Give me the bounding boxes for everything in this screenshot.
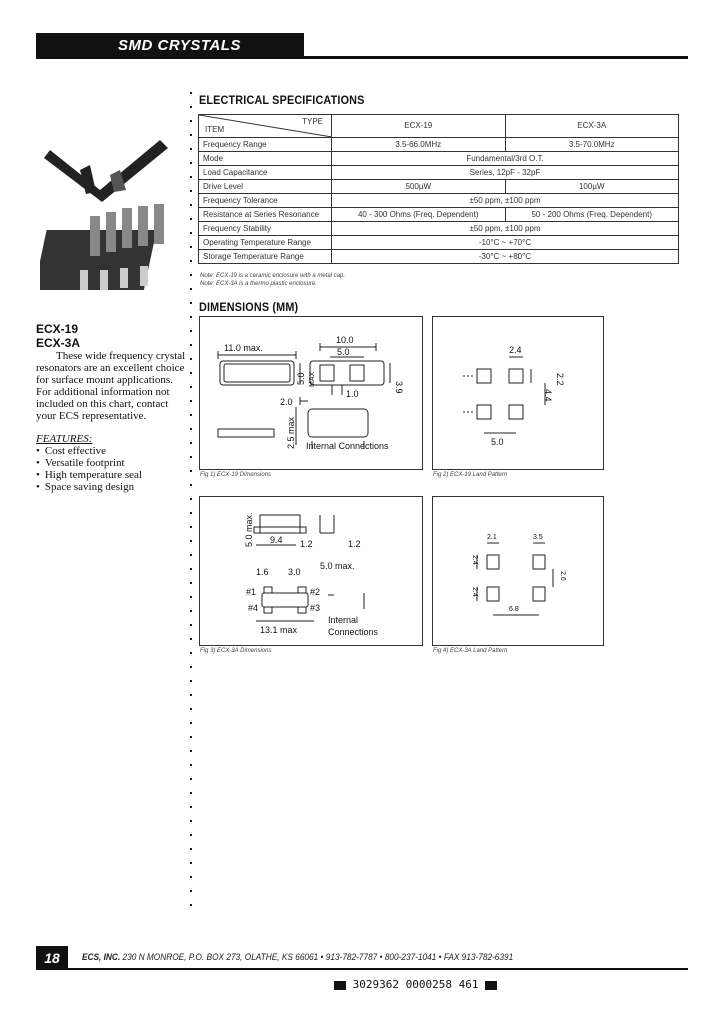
land-spacing: 2.6	[559, 571, 566, 581]
dim-offset: 2.0	[280, 397, 293, 407]
land-spacing: 4.4	[543, 389, 553, 402]
note-2: Note: ECX-3A is a thermo plastic enclosure.	[200, 281, 317, 287]
header-type: TYPE	[302, 117, 323, 126]
land-pitch: 5.0	[491, 437, 504, 447]
table-row	[199, 180, 679, 194]
page-number: 18	[36, 946, 68, 970]
table-row	[199, 236, 679, 250]
feature-item: • Versatile footprint	[36, 457, 186, 469]
fig4-ecx3a-land-pattern	[432, 496, 604, 646]
footer-rule	[68, 968, 688, 970]
product-name-ecx19: ECX-19	[36, 322, 79, 336]
dim-max-height: 2.5 max	[286, 416, 296, 449]
product-name-ecx3a: ECX-3A	[36, 336, 81, 350]
param-cell: Frequency Range	[199, 138, 332, 152]
electrical-specs-title: ELECTRICAL SPECIFICATIONS	[199, 93, 365, 107]
dim-max-width: 5.0 max.	[320, 561, 355, 571]
value-cell: 50 - 200 Ohms (Freq. Dependent)	[505, 208, 679, 222]
value-cell: 40 - 300 Ohms (Freq. Dependent)	[332, 208, 506, 222]
pin-4-label: #4	[248, 603, 259, 613]
footer-address	[82, 952, 513, 962]
land-height-a: 2.4	[471, 555, 478, 565]
pin-1-label: #1	[246, 587, 257, 597]
table-row	[199, 208, 679, 222]
param-cell: Drive Level	[199, 180, 332, 194]
table-row	[199, 152, 679, 166]
land-height-b: 2.4	[471, 587, 478, 597]
table-row	[199, 222, 679, 236]
product-description: These wide frequency crystal resonators are an excellent choice for surface mount applications. For additional information not included on this chart, contact your ECS representative.	[36, 350, 186, 422]
dim-pin-b: 3.0	[288, 567, 301, 577]
column-header-ecx3a: ECX-3A	[505, 115, 679, 138]
dotted-margin-line	[190, 92, 192, 912]
dim-body-width: 10.0	[336, 335, 354, 345]
table-notes	[200, 272, 345, 288]
dim-max-height: 5.0 max.	[244, 512, 254, 547]
dim-overall-length: 13.1 max	[260, 625, 298, 635]
dimensions-title: DIMENSIONS (MM)	[199, 300, 299, 314]
dim-gap: 1.0	[346, 389, 359, 399]
table-row	[199, 194, 679, 208]
company-address: 230 N MONROE, P.O. BOX 273, OLATHE, KS 66061 • 913-782-7787 • 800-237-1041 • FAX 913-782-6391	[122, 952, 514, 962]
header-rule	[304, 56, 688, 59]
land-pitch: 6.8	[509, 606, 519, 613]
value-cell: ±50 ppm, ±100 ppm	[332, 222, 679, 236]
feature-item: • High temperature seal	[36, 469, 186, 481]
table-corner-header	[199, 115, 332, 138]
pin-3-label: #3	[310, 603, 321, 613]
value-cell: ±50 ppm, ±100 ppm	[332, 194, 679, 208]
dim-height: 5.0	[296, 372, 306, 385]
header-item: ITEM	[205, 125, 225, 134]
column-header-ecx19: ECX-19	[332, 115, 506, 138]
left-column	[36, 322, 186, 493]
param-cell: Frequency Tolerance	[199, 194, 332, 208]
land-width-b: 3.5	[533, 534, 543, 541]
pin-2-label: #2	[310, 587, 321, 597]
dim-length: 11.0 max.	[224, 343, 263, 353]
fig1-ecx19-dimensions	[199, 316, 423, 470]
fig2-caption: Fig 2) ECX-19 Land Pattern	[433, 472, 508, 478]
internal-label: Internal	[328, 615, 359, 625]
param-cell: Mode	[199, 152, 332, 166]
param-cell: Load Capacitance	[199, 166, 332, 180]
param-cell: Resistance at Series Resonance	[199, 208, 332, 222]
fig4-caption: Fig 4) ECX-3A Land Pattern	[433, 648, 508, 654]
note-1: Note: ECX-19 is a ceramic enclosure with a metal cap.	[200, 273, 346, 279]
land-width: 2.4	[509, 345, 522, 355]
barcode-number: 3029362 0000258 461	[352, 978, 479, 991]
page-title: SMD CRYSTALS	[118, 37, 241, 54]
value-cell: -10°C ~ +70°C	[332, 236, 679, 250]
fig1-caption: Fig 1) ECX-19 Dimensions	[200, 472, 272, 478]
fig3-ecx3a-dimensions	[199, 496, 423, 646]
table-row	[199, 138, 679, 152]
company-name: ECS, INC.	[82, 952, 121, 962]
value-cell: 500µW	[332, 180, 506, 194]
param-cell: Frequency Stability	[199, 222, 332, 236]
features-title: FEATURES:	[36, 433, 93, 445]
dim-max-label: MAX	[309, 371, 316, 387]
barcode-block-left	[334, 981, 346, 990]
param-cell: Operating Temperature Range	[199, 236, 332, 250]
barcode-line	[334, 978, 497, 991]
value-cell: 100µW	[505, 180, 679, 194]
fig2-ecx19-land-pattern	[432, 316, 604, 470]
product-photo	[40, 120, 190, 310]
table-row	[199, 250, 679, 264]
dim-lead-b: 1.2	[348, 539, 361, 549]
feature-item: • Space saving design	[36, 481, 186, 493]
land-height: 2.2	[555, 373, 565, 386]
table-row	[199, 166, 679, 180]
dim-width: 3.9	[394, 381, 404, 394]
value-cell: 3.5-70.0MHz	[505, 138, 679, 152]
value-cell: 3.5-66.0MHz	[332, 138, 506, 152]
dim-lead-a: 1.2	[300, 539, 313, 549]
value-cell: Series, 12pF - 32pF	[332, 166, 679, 180]
dim-pin-a: 1.6	[256, 567, 269, 577]
value-cell: -30°C ~ +80°C	[332, 250, 679, 264]
header-bar	[36, 33, 304, 59]
fig3-caption: Fig 3) ECX-3A Dimensions	[200, 648, 272, 654]
param-cell: Storage Temperature Range	[199, 250, 332, 264]
spec-table	[198, 114, 679, 264]
connections-label: Connections	[328, 627, 379, 637]
land-width-a: 2.1	[487, 534, 497, 541]
internal-connections-label: Internal Connections	[306, 441, 389, 451]
value-cell: Fundamental/3rd O.T.	[332, 152, 679, 166]
dim-pad: 5.0	[337, 347, 350, 357]
barcode-block-right	[485, 981, 497, 990]
features-list	[36, 445, 186, 493]
feature-item: • Cost effective	[36, 445, 186, 457]
dim-length-a: 9.4	[270, 535, 283, 545]
